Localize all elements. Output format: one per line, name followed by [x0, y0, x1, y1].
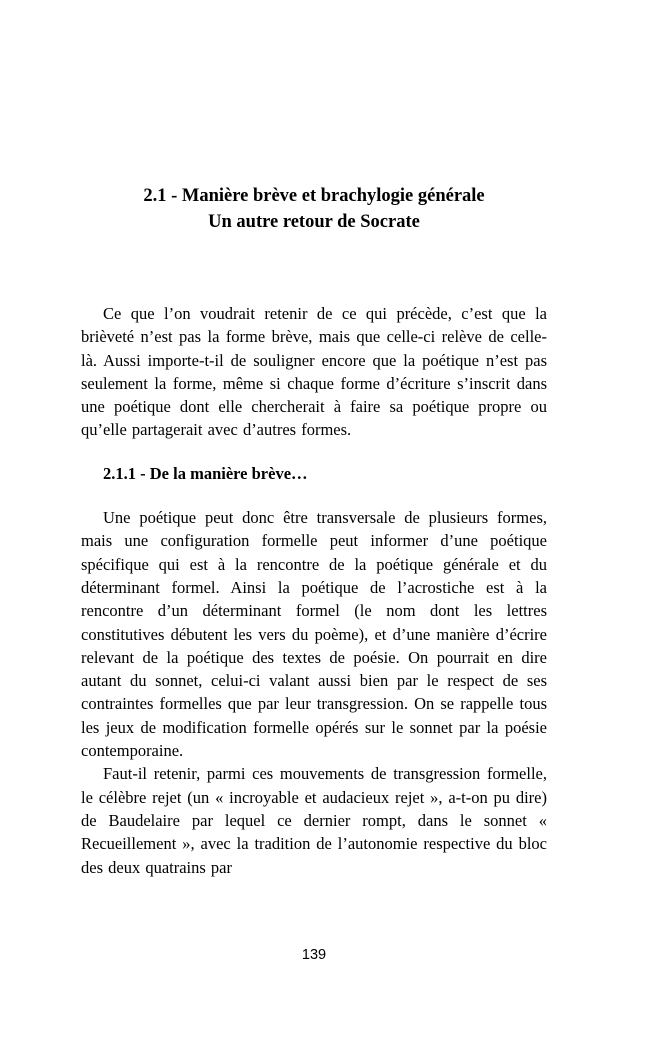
paragraph-1: Ce que l’on voudrait retenir de ce qui précède, c’est que la brièveté n’est pas la forme brève, mais que celle-ci relève de celle-là. Aussi importe-t-il de souligner encore que la poétique n’est pas seulement la forme, même si chaque forme d’écriture s’inscrit dans une poétique dont elle chercherait à faire sa poétique propre ou qu’elle partagerait avec d’autres formes.: [81, 304, 547, 440]
paragraph-3: Faut-il retenir, parmi ces mouvements de transgression formelle, le célèbre rejet (un « incroyable et audacieux rejet », a-t-on pu dire) de Baudelaire par lequel ce dernier rompt, dans le sonnet « Recueillement », avec la tradition de l’autonomie respective du bloc des deux quatrains par: [81, 764, 547, 877]
text-column: [81, 0, 547, 879]
subsection-heading: 2.1.1 - De la manière brève…: [103, 463, 308, 483]
paragraph-2: Une poétique peut donc être transversale de plusieurs formes, mais une configuration formelle peut informer d’une poétique spécifique qui est à la rencontre de la poétique générale et du déterminant formel. Ainsi la poétique de l’acrostiche est à la rencontre d’un déterminant formel (le nom dont les lettres constitutives débutent les vers du poème), et d’une manière d’écrire relevant de la poétique des textes de poésie. On pourrait en dire autant du sonnet, celui-ci valant aussi bien par le respect de ses contraintes formelles que par leur transgression. On se rappelle tous les jeux de modification formelle opérés sur le sonnet par la poésie contemporaine.: [81, 508, 547, 761]
section-heading: [81, 183, 547, 235]
section-heading-line-1: 2.1 - Manière brève et brachylogie générale: [143, 186, 485, 206]
section-heading-line-2: Un autre retour de Socrate: [208, 212, 420, 232]
page-number: 139: [301, 947, 327, 963]
